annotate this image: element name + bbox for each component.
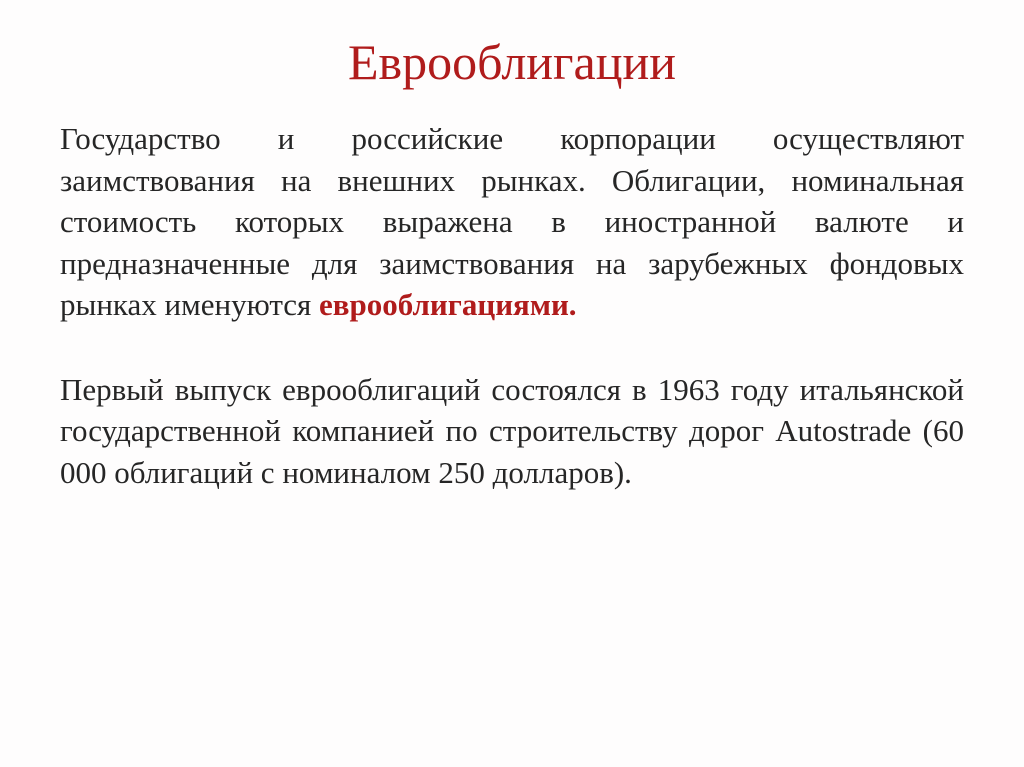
- slide-title: Еврооблигации: [347, 34, 677, 90]
- paragraph-1-text: Государство и российские корпорации осуществляют заимствования на внешних рынках. Облигации, номинальная стоимость которых выражена в иностранной валюте и предназначенные для заимствования на зарубежных фондовых рынках именуются: [60, 121, 964, 322]
- paragraph-eurobonds-definition: [60, 118, 964, 326]
- slide-body: [60, 118, 964, 493]
- paragraph-first-issue: Первый выпуск еврооблигаций состоялся в 1963 году итальянской государственной компанией по строительству дорог Autostrade (60 000 облигаций с номиналом 250 долларов).: [60, 371, 964, 490]
- eurobonds-term-highlight: еврооблигациями.: [319, 287, 577, 322]
